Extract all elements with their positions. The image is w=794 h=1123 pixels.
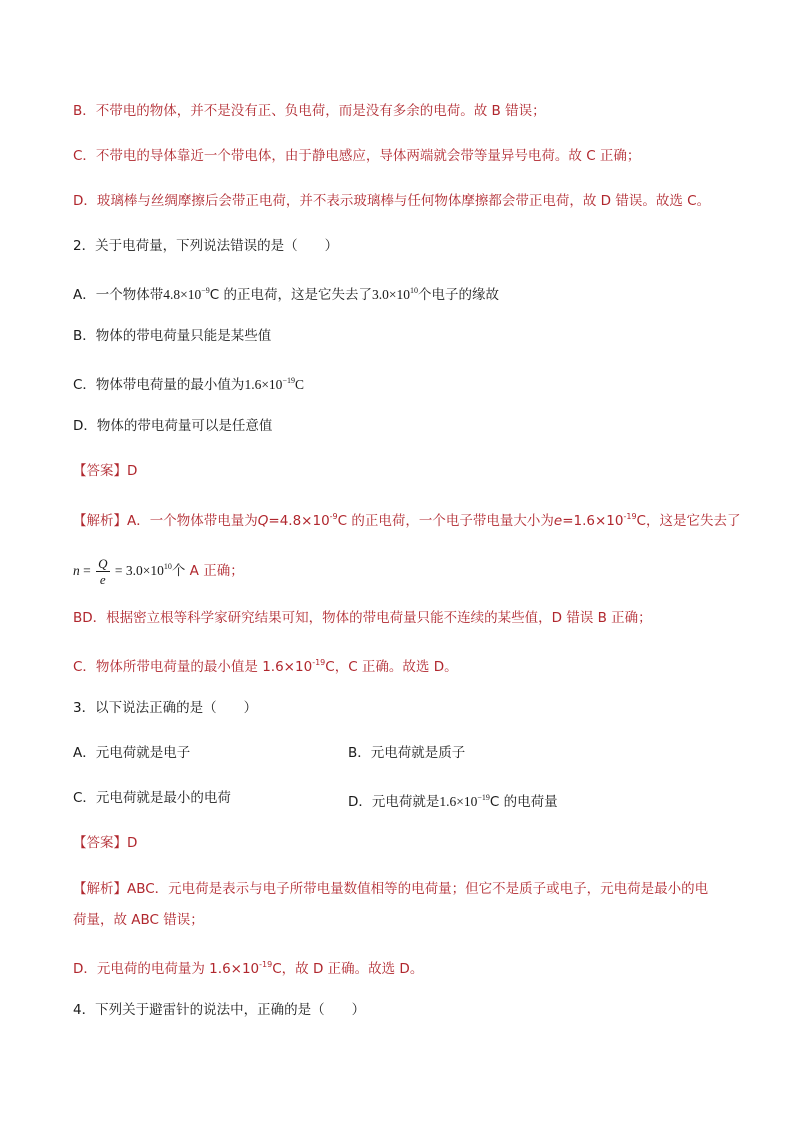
explanation-option-b: B．不带电的物体，并不是没有正、负电荷，而是没有多余的电荷。故 B 错误； xyxy=(73,103,546,119)
question-2-option-c xyxy=(73,371,734,395)
question-3-explanation-line-1: 【解析】ABC．元电荷是表示与电子所带电量数值相等的电荷量；但它不是质子或电子，元电荷是最小的电 xyxy=(73,881,709,897)
question-3-row-2 xyxy=(73,788,734,808)
fraction-q-over-e: $\frac{Q}{e}$ xyxy=(98,555,108,587)
question-3-option-b: B．元电荷就是质子 xyxy=(348,745,466,761)
question-2-answer xyxy=(73,461,734,481)
question-2-explanation-line-4: C．物体所带电荷量的最小值是 $1.6\times 10^{-19}C$，C 正确。故选 D。 xyxy=(73,658,458,675)
answer-value: D xyxy=(127,463,138,479)
explanation-option-d: D．玻璃棒与丝绸摩擦后会带正电荷，并不表示玻璃棒与任何物体摩擦都会带正电荷，故 D 错误。故选 C。 xyxy=(73,193,711,209)
question-4-stem: 4．下列关于避雷针的说法中，正确的是（ ） xyxy=(73,1002,366,1018)
option-a-text-post: 个电子的缘故 xyxy=(417,287,499,303)
option-a-text-mid: C 的正电荷，这是它失去了 xyxy=(209,287,372,303)
explanation-option-c: C．不带电的导体靠近一个带电体，由于静电感应，导体两端就会带等量异号电荷。故 C 正确； xyxy=(73,148,641,164)
question-3-explanation-line-3: D．元电荷的电荷量为 $1.6\times 10^{-19}C$，故 D 正确。故选 D。 xyxy=(73,960,424,977)
question-2-explanation-line-3: BD．根据密立根等科学家研究结果可知，物体的带电荷量只能不连续的某些值，D 错误 B 正确； xyxy=(73,610,652,626)
question-2-stem: 2．关于电荷量，下列说法错误的是（ ） xyxy=(73,238,339,254)
explanation-tag: 【解析】 xyxy=(73,881,127,897)
option-c-value: $1.6\times 10^{-19}C$ xyxy=(244,376,304,392)
answer-tag: 【答案】 xyxy=(73,463,127,479)
option-a-value2: $3.0\times 10^{10}$ xyxy=(371,286,418,302)
answer-value: D xyxy=(127,835,138,851)
question-3-option-c: C．元电荷就是最小的电荷 xyxy=(73,790,231,806)
answer-tag: 【答案】 xyxy=(73,835,127,851)
question-2-option-d: D．物体的带电荷量可以是任意值 xyxy=(73,418,273,434)
option-c-text: C．物体带电荷量的最小值为 xyxy=(73,377,245,393)
option-a-value: $4.8\times 10^{-9}$ xyxy=(163,286,210,302)
question-2-explanation-formula: n = $\frac{Q}{e}$ = $3.0\times 10^{10}$个 A 正确； xyxy=(73,555,244,587)
question-2-option-b: B．物体的带电荷量只能是某些值 xyxy=(73,328,272,344)
question-3-option-a: A．元电荷就是电子 xyxy=(73,745,191,761)
question-2-option-a xyxy=(73,281,734,305)
question-3-answer xyxy=(73,833,734,853)
question-3-option-d: D．元电荷就是$1.6\times 10^{-19}C$ 的电荷量 xyxy=(348,793,558,810)
option-a-text: A．一个物体带 xyxy=(73,287,164,303)
question-3-row-1 xyxy=(73,743,734,763)
explanation-tag: 【解析】 xyxy=(73,513,127,529)
question-3-explanation-line-2: 荷量，故 ABC 错误； xyxy=(73,912,204,928)
question-2-explanation-line-1: 【解析】A．一个物体带电量为$Q=4.8\times 10^{-9}C$ 的正电荷，一个电子带电量大小为$e=1.6\times 10^{-19}C$，这是它失去了 xyxy=(73,512,741,529)
question-3-stem: 3．以下说法正确的是（ ） xyxy=(73,700,258,716)
